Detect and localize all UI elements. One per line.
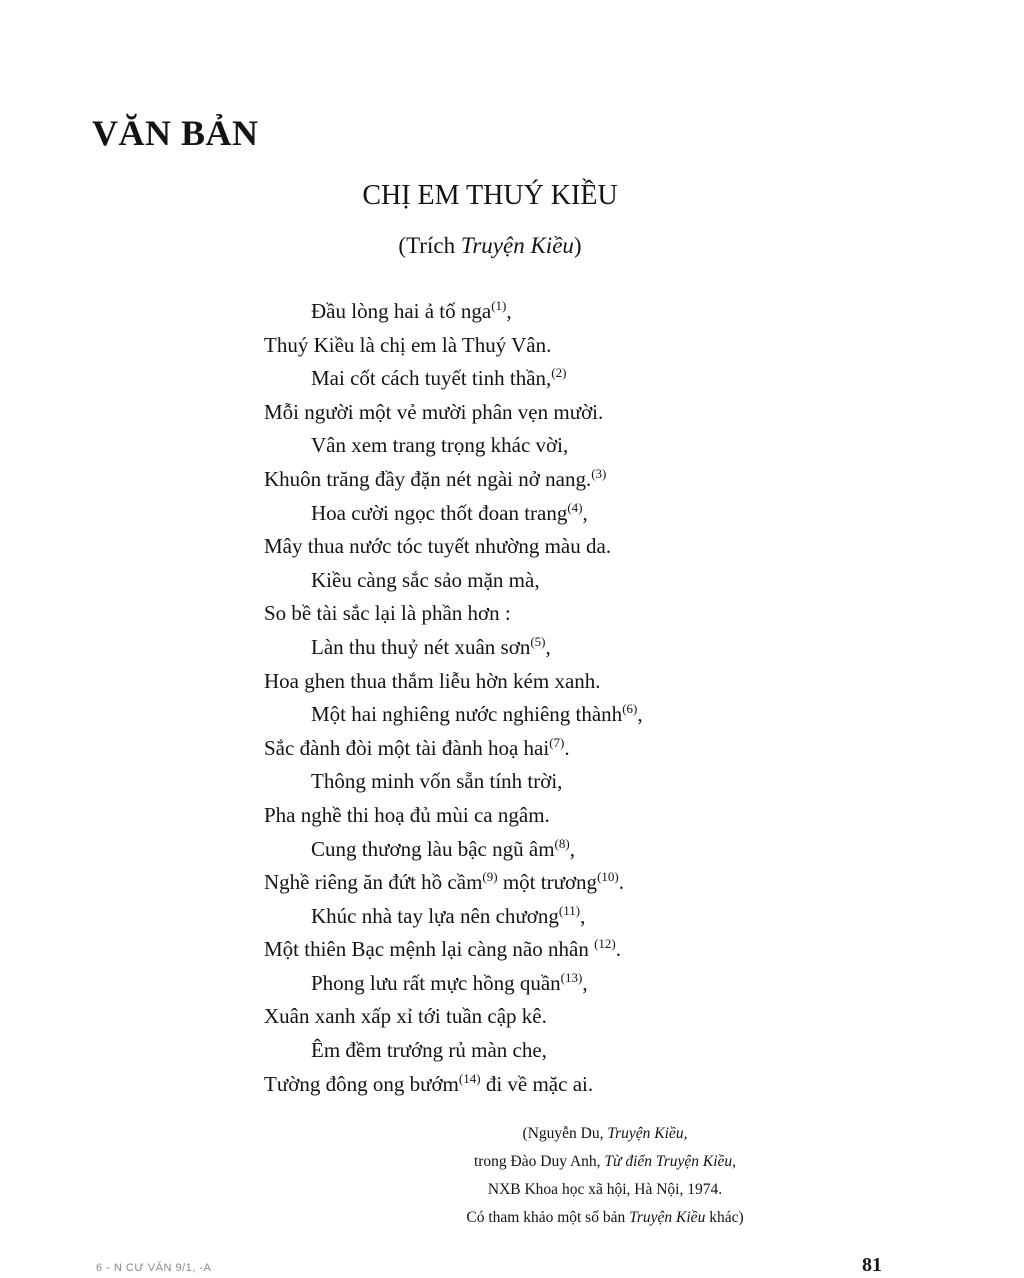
footnote-marker: (1) (491, 298, 507, 313)
source-note-suffix: khác) (705, 1209, 744, 1226)
poem-line (264, 698, 824, 732)
line-text: So bề tài sắc lại là phần hơn : (264, 601, 511, 626)
line-text: Hoa cười ngọc thốt đoan trang (311, 500, 568, 525)
footnote-marker: (5) (530, 633, 546, 649)
source-citation (420, 1120, 790, 1232)
line-tail: . (618, 870, 624, 895)
poem-line (264, 396, 824, 430)
line-tail: , (582, 500, 588, 525)
section-heading: VĂN BẢN (92, 113, 259, 153)
line-text: Tường đông ong bướm (264, 1071, 459, 1096)
poem-line (264, 1034, 824, 1068)
line-text: Mai cốt cách tuyết tinh thần, (311, 366, 552, 391)
line-tail: một trương (497, 870, 598, 895)
poem-title: CHỊ EM THUÝ KIỀU (362, 180, 618, 211)
line-text: Đầu lòng hai ả tố nga (311, 299, 492, 323)
footnote-marker: (3) (591, 465, 607, 481)
poem-line (264, 329, 824, 363)
line-text: Khúc nhà tay lựa nên chương (311, 903, 559, 928)
poem-line (264, 833, 824, 867)
poem-line (264, 967, 824, 1001)
line-tail: . (564, 735, 570, 760)
footnote-marker: (12) (594, 936, 616, 952)
footnote-marker: (8) (554, 835, 570, 851)
poem-line (264, 900, 824, 934)
poem-subtitle (0, 233, 980, 259)
poem-line (264, 1068, 824, 1102)
source-editor: trong Đào Duy Anh, (473, 1153, 605, 1170)
source-work-title: Truyện Kiều, (607, 1125, 688, 1142)
line-text: Mỗi người một vẻ mười phân vẹn mười. (264, 399, 604, 424)
source-note-work: Truyện Kiều (629, 1209, 706, 1226)
line-tail: . (615, 937, 621, 962)
source-line-1 (420, 1120, 790, 1148)
footnote-marker: (11) (558, 902, 581, 918)
line-text: Nghề riêng ăn đứt hồ cầm (264, 870, 483, 895)
poem-line (264, 530, 824, 564)
poem-line (264, 765, 824, 799)
page-number: 81 (862, 1254, 882, 1276)
line-tail: , (637, 702, 643, 727)
line-text: Khuôn trăng đầy đặn nét ngài nở nang. (264, 466, 592, 491)
line-text: Vân xem trang trọng khác vời, (311, 433, 569, 458)
source-author: (Nguyễn Du, (522, 1125, 608, 1142)
line-text: Một thiên Bạc mệnh lại càng não nhân (264, 937, 595, 962)
poem-line (264, 933, 824, 967)
subtitle-suffix: ) (573, 233, 582, 258)
source-line-2 (420, 1148, 790, 1176)
source-line-4 (420, 1204, 790, 1232)
line-text: Kiều càng sắc sảo mặn mà, (311, 567, 540, 592)
poem-line (264, 463, 824, 497)
footnote-marker: (10) (597, 869, 619, 885)
poem-line (264, 732, 824, 766)
line-text: Sắc đành đòi một tài đành hoạ hai (264, 735, 550, 760)
line-text: Cung thương làu bậc ngũ âm (311, 836, 555, 861)
line-tail: , (569, 836, 575, 861)
footer-print-mark: 6 - N CƯ VĂN 9/1, -A (96, 1262, 212, 1274)
line-tail: , (580, 903, 586, 928)
subtitle-prefix: (Trích (398, 233, 461, 258)
line-text: Làn thu thuỷ nét xuân sơn (311, 634, 531, 659)
poem-line (264, 295, 824, 329)
poem-line (264, 1000, 824, 1034)
subtitle-work-title: Truyện Kiều (460, 233, 574, 258)
line-text: Pha nghề thi hoạ đủ mùi ca ngâm. (264, 802, 550, 827)
footnote-marker: (14) (458, 1070, 481, 1086)
footnote-marker: (6) (622, 701, 638, 717)
footnote-marker: (9) (482, 869, 498, 885)
source-note-prefix: Có tham khảo một số bản (466, 1209, 630, 1226)
line-tail: , (582, 970, 588, 995)
poem-body (264, 295, 824, 1101)
line-text: Mây thua nước tóc tuyết nhường màu da. (264, 534, 612, 559)
line-tail: , (545, 634, 551, 659)
line-text: Hoa ghen thua thắm liễu hờn kém xanh. (264, 668, 601, 693)
line-text: Thuý Kiều là chị em là Thuý Vân. (264, 332, 552, 357)
footnote-marker: (7) (549, 734, 565, 750)
line-text: Phong lưu rất mực hồng quần (311, 970, 561, 995)
source-line-3: NXB Khoa học xã hội, Hà Nội, 1974. (487, 1181, 723, 1198)
poem-line (264, 429, 824, 463)
poem-line (264, 497, 824, 531)
line-tail: , (506, 299, 512, 323)
poem-line (264, 866, 824, 900)
footnote-marker: (4) (567, 499, 583, 515)
source-dictionary-title: Từ điển Truyện Kiều, (604, 1153, 737, 1170)
poem-line (264, 799, 824, 833)
footnote-marker: (13) (560, 969, 583, 985)
line-tail: đi về mặc ai. (480, 1071, 594, 1096)
line-text: Một hai nghiêng nước nghiêng thành (311, 702, 623, 727)
poem-line (264, 665, 824, 699)
footnote-marker: (2) (551, 365, 567, 381)
poem-line (264, 631, 824, 665)
poem-line (264, 597, 824, 631)
poem-line (264, 362, 824, 396)
line-text: Thông minh vốn sẵn tính trời, (311, 769, 563, 794)
poem-line (264, 564, 824, 598)
line-text: Xuân xanh xấp xỉ tới tuần cập kê. (264, 1004, 547, 1029)
line-text: Êm đềm trướng rủ màn che, (311, 1038, 547, 1063)
